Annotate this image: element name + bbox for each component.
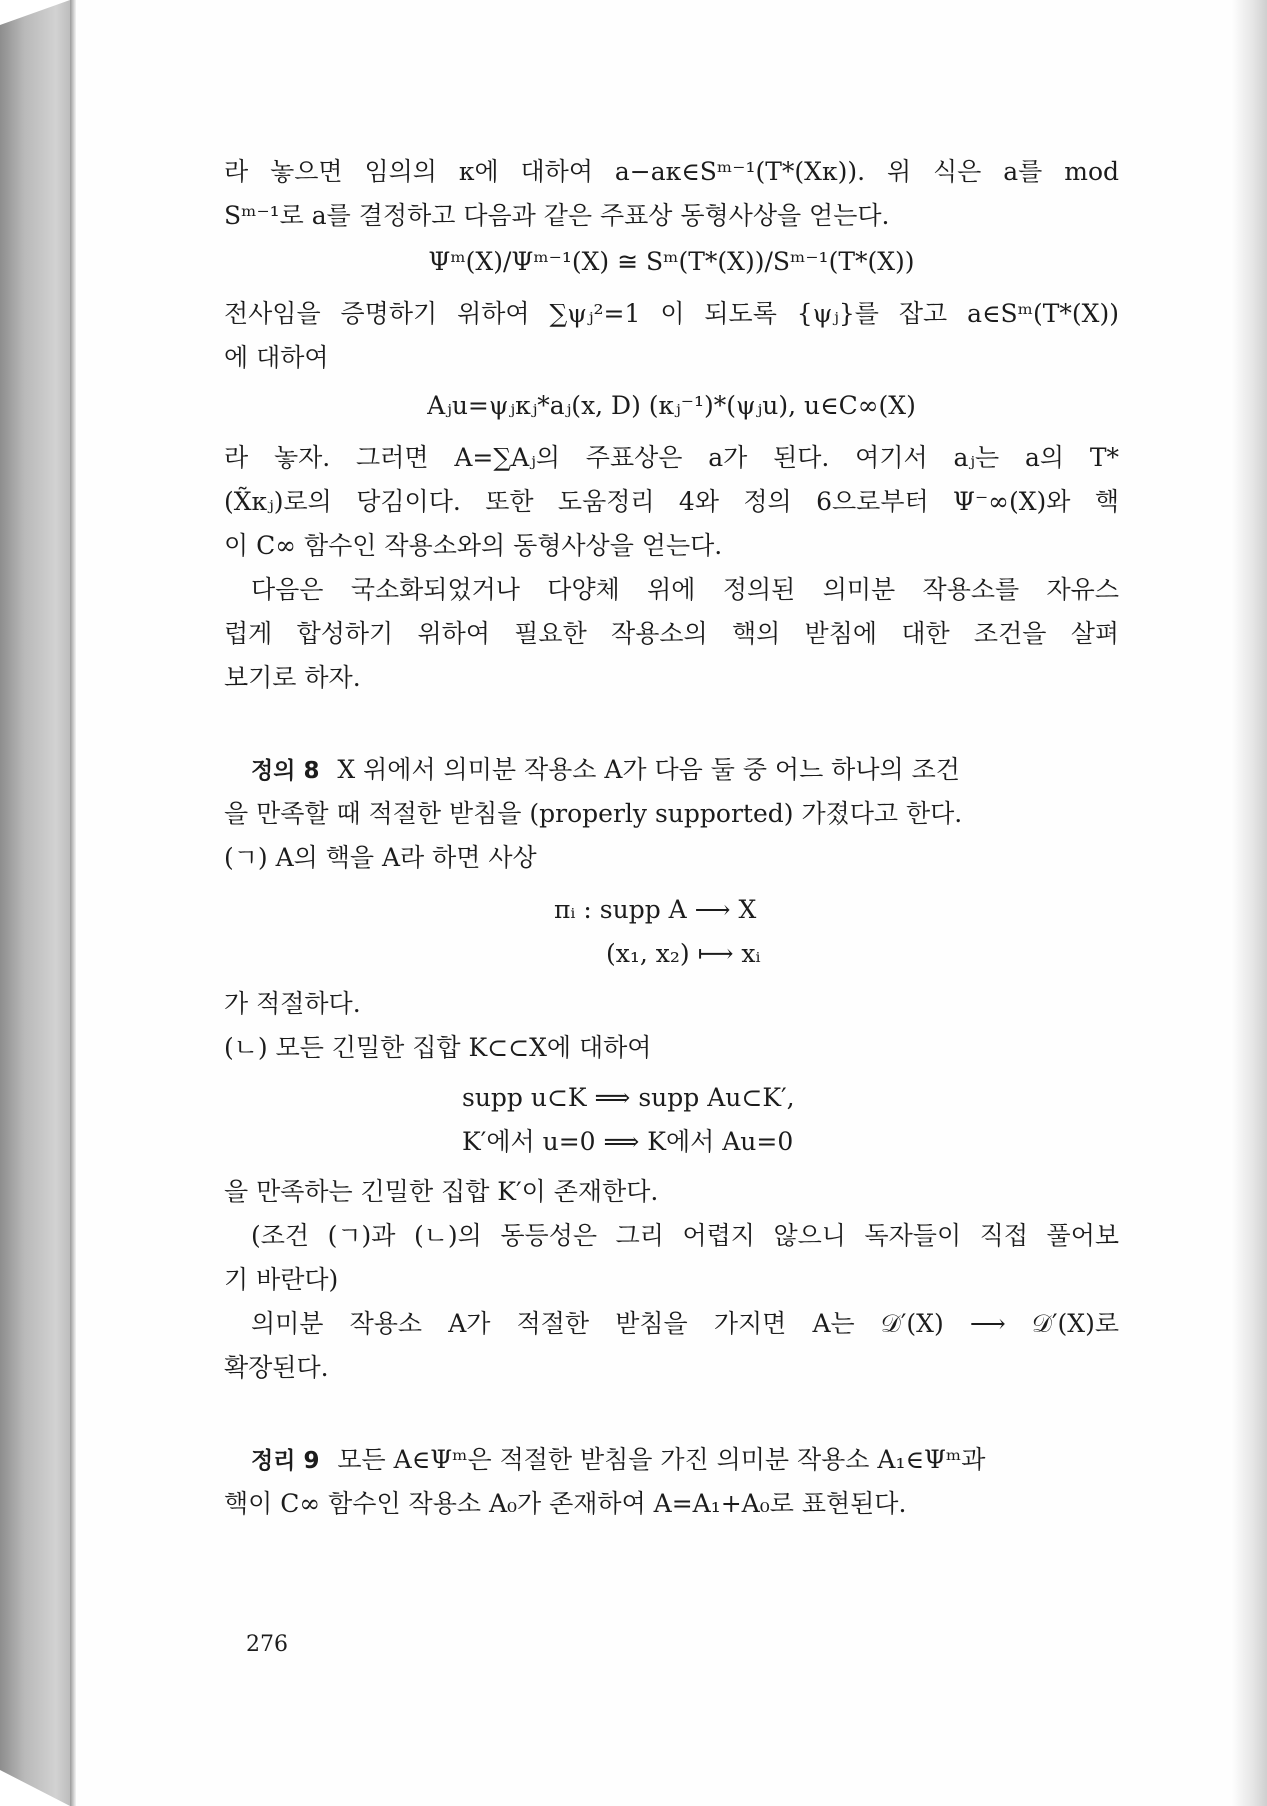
text-line: 가 적절하다. — [224, 989, 361, 1018]
page-number: 276 — [246, 1632, 288, 1657]
equation: Ψᵐ(X)/Ψᵐ⁻¹(X) ≅ Sᵐ(T*(X))/Sᵐ⁻¹(T*(X)) — [428, 247, 915, 276]
equation: supp u⊂K ⟹ supp Au⊂K′, — [462, 1083, 795, 1112]
text-segment: 모든 A∈Ψᵐ은 적절한 받침을 가진 의미분 작용소 A₁∈Ψᵐ과 — [337, 1445, 986, 1474]
equation: (x₁, x₂) ⟼ xᵢ — [606, 939, 761, 968]
definition-heading-line — [224, 748, 1119, 792]
text-line: 의미분 작용소 A가 적절한 받침을 가지면 A는 𝒟′(X) ⟶ 𝒟′(X)로 — [251, 1309, 1119, 1338]
text-line: 핵이 C∞ 함수인 작용소 A₀가 존재하여 A=A₁+A₀로 표현된다. — [224, 1489, 907, 1518]
equation: πᵢ : supp A ⟶ X — [554, 895, 757, 924]
text-line: 이 C∞ 함수인 작용소와의 동형사상을 얻는다. — [224, 531, 723, 560]
text-line: (X̃κⱼ)로의 당김이다. 또한 도움정리 4와 정의 6으로부터 Ψ⁻∞(X)와 핵 — [224, 487, 1119, 516]
text-line: 을 만족하는 긴밀한 집합 K′이 존재한다. — [224, 1177, 659, 1206]
text-line: (조건 (ㄱ)과 (ㄴ)의 동등성은 그리 어렵지 않으니 독자들이 직접 풀어보 — [251, 1221, 1119, 1250]
text-line: 럽게 합성하기 위하여 필요한 작용소의 핵의 받침에 대한 조건을 살펴 — [224, 619, 1119, 648]
text-line: 전사임을 증명하기 위하여 ∑ψⱼ²=1 이 되도록 {ψⱼ}를 잡고 a∈Sᵐ(T*(X)) — [224, 299, 1119, 328]
definition-label: 정의 8 — [251, 758, 320, 784]
text-line: 보기로 하자. — [224, 663, 361, 692]
text-line: 기 바란다) — [224, 1265, 339, 1294]
text-line: (ㄴ) 모든 긴밀한 집합 K⊂⊂X에 대하여 — [224, 1033, 652, 1062]
equation: K′에서 u=0 ⟹ K에서 Au=0 — [462, 1127, 794, 1156]
page-right-shadow — [1231, 0, 1267, 1806]
text-line: 라 놓자. 그러면 A=∑Aⱼ의 주표상은 a가 된다. 여기서 aⱼ는 a의 T* — [224, 443, 1119, 472]
text-line: 확장된다. — [224, 1353, 329, 1382]
text-line: Sᵐ⁻¹로 a를 결정하고 다음과 같은 주표상 동형사상을 얻는다. — [224, 201, 890, 230]
page-body-text — [224, 150, 1119, 1526]
book-spine-edge — [0, 0, 70, 1806]
text-segment: X 위에서 의미분 작용소 A가 다음 둘 중 어느 하나의 조건 — [337, 755, 960, 784]
equation: Aⱼu=ψⱼκⱼ*aⱼ(x, D) (κⱼ⁻¹)*(ψⱼu), u∈C∞(X) — [427, 391, 916, 420]
theorem-heading-line — [224, 1438, 1119, 1482]
text-line: 다음은 국소화되었거나 다양체 위에 정의된 의미분 작용소를 자유스 — [251, 575, 1119, 604]
theorem-label: 정리 9 — [251, 1448, 320, 1474]
text-line: 라 놓으면 임의의 κ에 대하여 a−aκ∈Sᵐ⁻¹(T*(Xκ)). 위 식은 a를 mod — [224, 157, 1119, 186]
text-line: 을 만족할 때 적절한 받침을 (properly supported) 가졌다고 한다. — [224, 799, 963, 828]
text-line: 에 대하여 — [224, 343, 329, 372]
text-line: (ㄱ) A의 핵을 A라 하면 사상 — [224, 843, 537, 872]
